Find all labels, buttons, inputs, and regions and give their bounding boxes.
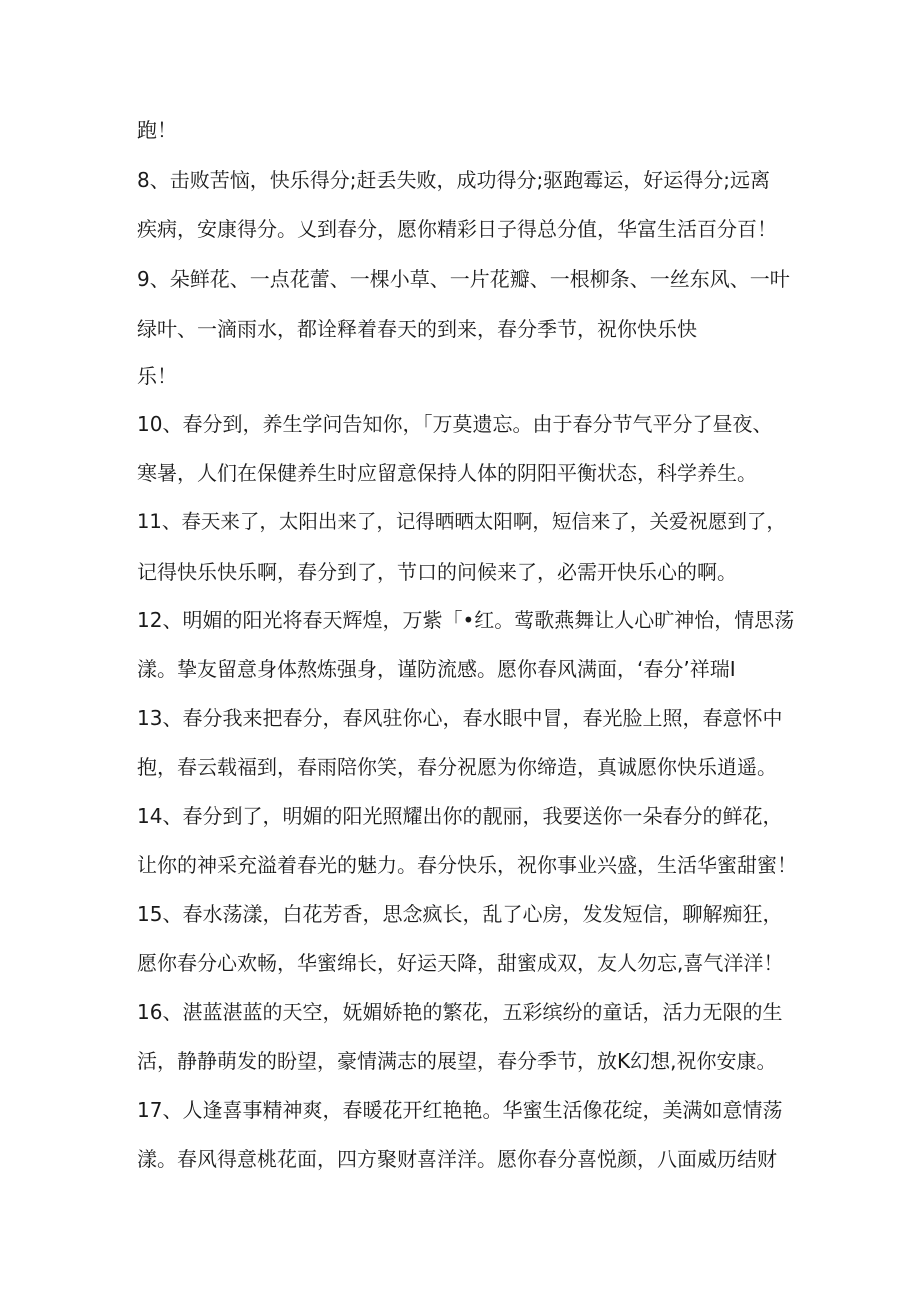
text-line: 疾病，安康得分。乂到春分，愿你精彩日子得总分值，华富生活百分百！ (137, 217, 777, 241)
text-line: 寒暑，人们在保健养生时应留意保持人体的阴阳平衡状态，科学养生。 (137, 461, 757, 485)
text-line: 让你的神采充溢着春光的魅力。春分快乐，祝你事业兴盛，生活华蜜甜蜜！ (137, 853, 797, 877)
text-line: 抱，春云载福到，春雨陪你笑，春分祝愿为你缔造，真诚愿你快乐逍遥。 (137, 755, 777, 779)
text-line: 8、击败苦恼，快乐得分;赶丢失败，成功得分;驱跑霉运，好运得分;远离 (137, 168, 770, 192)
text-line: 9、朵鲜花、一点花蕾、一棵小草、一片花瓣、一根柳条、一丝东风、一叶 (137, 267, 790, 291)
text-line: 跑！ (137, 118, 177, 142)
text-line: 13、春分我来把春分，春风驻你心，春水眼中冒，春光脸上照，春意怀中 (137, 706, 783, 730)
text-line: 15、春水荡漾，白花芳香，思念疯长，乱了心房，发发短信，聊解痴狂， (137, 902, 783, 926)
text-line: 绿叶、一滴雨水，都诠释着春天的到来，春分季节，祝你快乐快 (137, 317, 697, 341)
text-line: 12、明媚的阳光将春天辉煌，万紫「•红。莺歌燕舞让人心旷神怡，情思荡 (137, 608, 795, 632)
text-line: 记得快乐快乐啊，春分到了，节口的问候来了，必需开快乐心的啊。 (137, 560, 737, 584)
text-line: 乐！ (137, 364, 177, 388)
text-line: 16、湛蓝湛蓝的天空，妩媚娇艳的繁花，五彩缤纷的童话，活力无限的生 (137, 1000, 783, 1024)
text-line: 愿你春分心欢畅，华蜜绵长，好运天降，甜蜜成双，友人勿忘,喜气洋洋！ (137, 951, 784, 975)
text-line: 14、春分到了，明媚的阳光照耀出你的靓丽，我要送你一朵春分的鲜花， (137, 804, 783, 828)
text-line: 漾。挚友留意身体熬炼强身，谨防流感。愿你春风满面，‘春分’祥瑞I (137, 657, 736, 681)
text-line: 17、人逢喜事精神爽，春暖花开红艳艳。华蜜生活像花绽，美满如意情荡 (137, 1098, 783, 1122)
text-line: 漾。春风得意桃花面，四方聚财喜洋洋。愿你春分喜悦颜，八面威历结财 (137, 1147, 777, 1171)
text-line: 11、春天来了，太阳出来了，记得晒晒太阳啊，短信来了，关爱祝愿到了， (137, 510, 786, 533)
text-line: 活，静静萌发的盼望，豪情满志的展望，春分季节，放K幻想,祝你安康。 (137, 1049, 777, 1073)
text-line: 10、春分到，养生学问告知你，「万莫遗忘。由于春分节气平分了昼夜、 (137, 412, 773, 436)
